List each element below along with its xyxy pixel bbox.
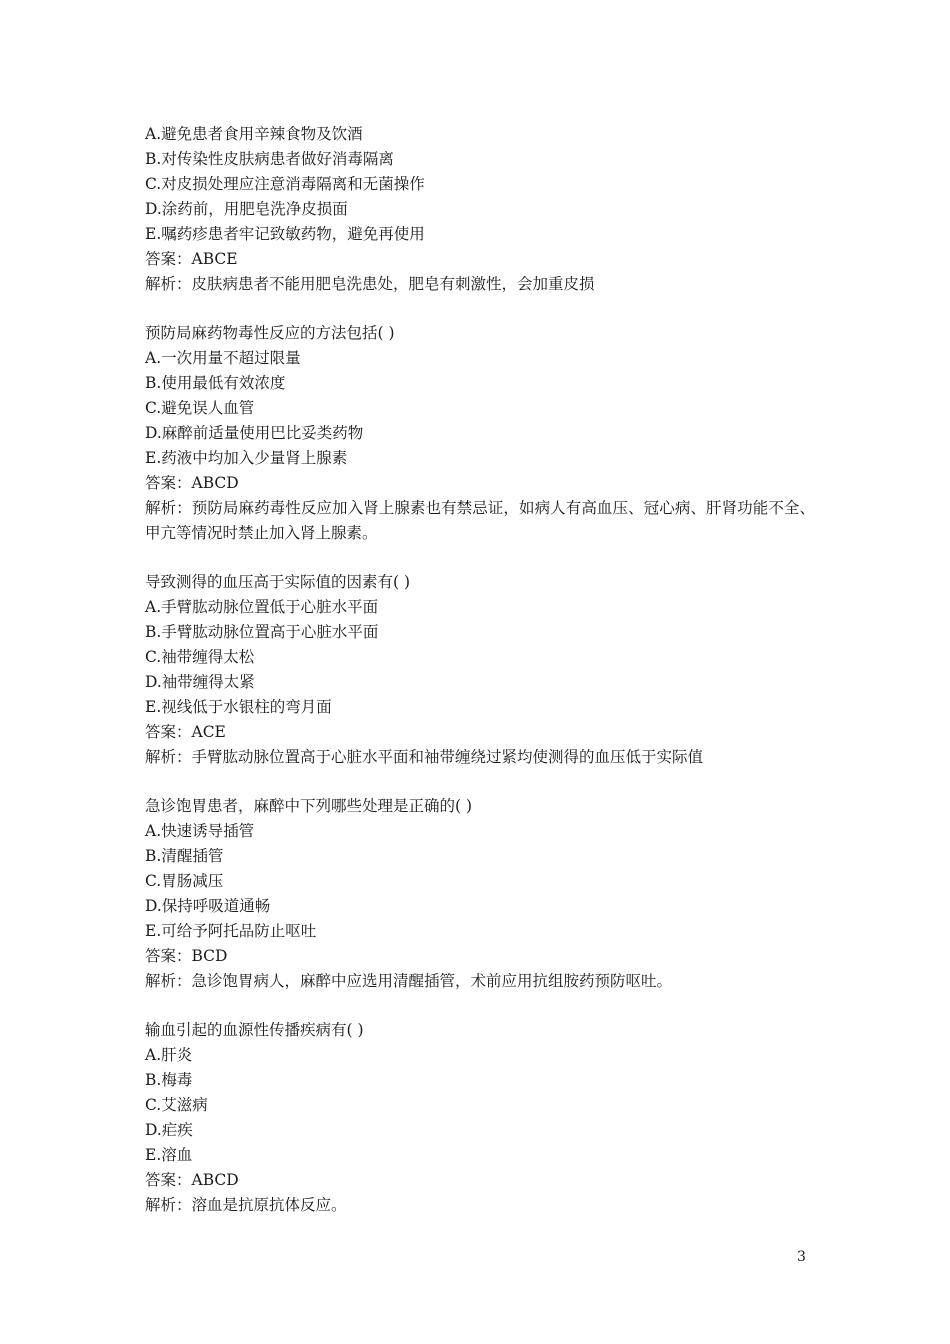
answer: 答案：ACE bbox=[145, 723, 226, 741]
option-c: C.胃肠减压 bbox=[145, 872, 224, 890]
option-d: D.袖带缠得太紧 bbox=[145, 673, 255, 691]
question-block bbox=[145, 570, 815, 770]
question-stem: 预防局麻药物毒性反应的方法包括( ) bbox=[145, 324, 395, 342]
option-a: A.手臂肱动脉位置低于心脏水平面 bbox=[145, 598, 379, 616]
page-content bbox=[145, 122, 815, 1242]
answer: 答案：BCD bbox=[145, 947, 228, 965]
answer: 答案：ABCE bbox=[145, 250, 238, 268]
option-b: B.清醒插管 bbox=[145, 847, 224, 865]
question-block bbox=[145, 1018, 815, 1218]
option-c: C.避免误人血管 bbox=[145, 399, 255, 417]
answer: 答案：ABCD bbox=[145, 1171, 239, 1189]
explanation: 解析：溶血是抗原抗体反应。 bbox=[145, 1196, 347, 1214]
option-b: B.手臂肱动脉位置高于心脏水平面 bbox=[145, 623, 379, 641]
option-c: C.对皮损处理应注意消毒隔离和无菌操作 bbox=[145, 175, 425, 193]
option-e: E.可给予阿托品防止呕吐 bbox=[145, 922, 317, 940]
option-e: E.溶血 bbox=[145, 1146, 193, 1164]
question-stem: 急诊饱胃患者，麻醉中下列哪些处理是正确的( ) bbox=[145, 797, 473, 815]
option-e: E.药液中均加入少量肾上腺素 bbox=[145, 449, 348, 467]
option-d: D.麻醉前适量使用巴比妥类药物 bbox=[145, 424, 364, 442]
option-a: A.一次用量不超过限量 bbox=[145, 349, 301, 367]
page-number: 3 bbox=[797, 1249, 806, 1265]
option-c: C.艾滋病 bbox=[145, 1096, 208, 1114]
question-block bbox=[145, 122, 815, 297]
explanation: 解析：手臂肱动脉位置高于心脏水平面和袖带缠绕过紧均使测得的血压低于实际值 bbox=[145, 748, 704, 766]
option-a: A.肝炎 bbox=[145, 1046, 193, 1064]
option-e: E.视线低于水银柱的弯月面 bbox=[145, 698, 332, 716]
option-a: A.避免患者食用辛辣食物及饮酒 bbox=[145, 125, 363, 143]
option-b: B.对传染性皮肤病患者做好消毒隔离 bbox=[145, 150, 394, 168]
question-stem: 输血引起的血源性传播疾病有( ) bbox=[145, 1021, 364, 1039]
explanation: 解析：急诊饱胃病人，麻醉中应选用清醒插管，术前应用抗组胺药预防呕吐。 bbox=[145, 972, 673, 990]
option-b: B.梅毒 bbox=[145, 1071, 193, 1089]
question-block bbox=[145, 794, 815, 994]
option-a: A.快速诱导插管 bbox=[145, 822, 255, 840]
option-d: D.涂药前，用肥皂洗净皮损面 bbox=[145, 200, 348, 218]
answer: 答案：ABCD bbox=[145, 474, 239, 492]
option-e: E.嘱药疹患者牢记致敏药物，避免再使用 bbox=[145, 225, 425, 243]
option-c: C.袖带缠得太松 bbox=[145, 648, 255, 666]
option-b: B.使用最低有效浓度 bbox=[145, 374, 286, 392]
option-d: D.疟疾 bbox=[145, 1121, 193, 1139]
explanation: 解析：皮肤病患者不能用肥皂洗患处，肥皂有刺激性，会加重皮损 bbox=[145, 275, 595, 293]
question-stem: 导致测得的血压高于实际值的因素有( ) bbox=[145, 573, 411, 591]
question-block bbox=[145, 321, 815, 546]
option-d: D.保持呼吸道通畅 bbox=[145, 897, 271, 915]
explanation: 解析：预防局麻药毒性反应加入肾上腺素也有禁忌证，如病人有高血压、冠心病、肝肾功能不全、甲亢等情况时禁止加入肾上腺素。 bbox=[145, 499, 815, 542]
